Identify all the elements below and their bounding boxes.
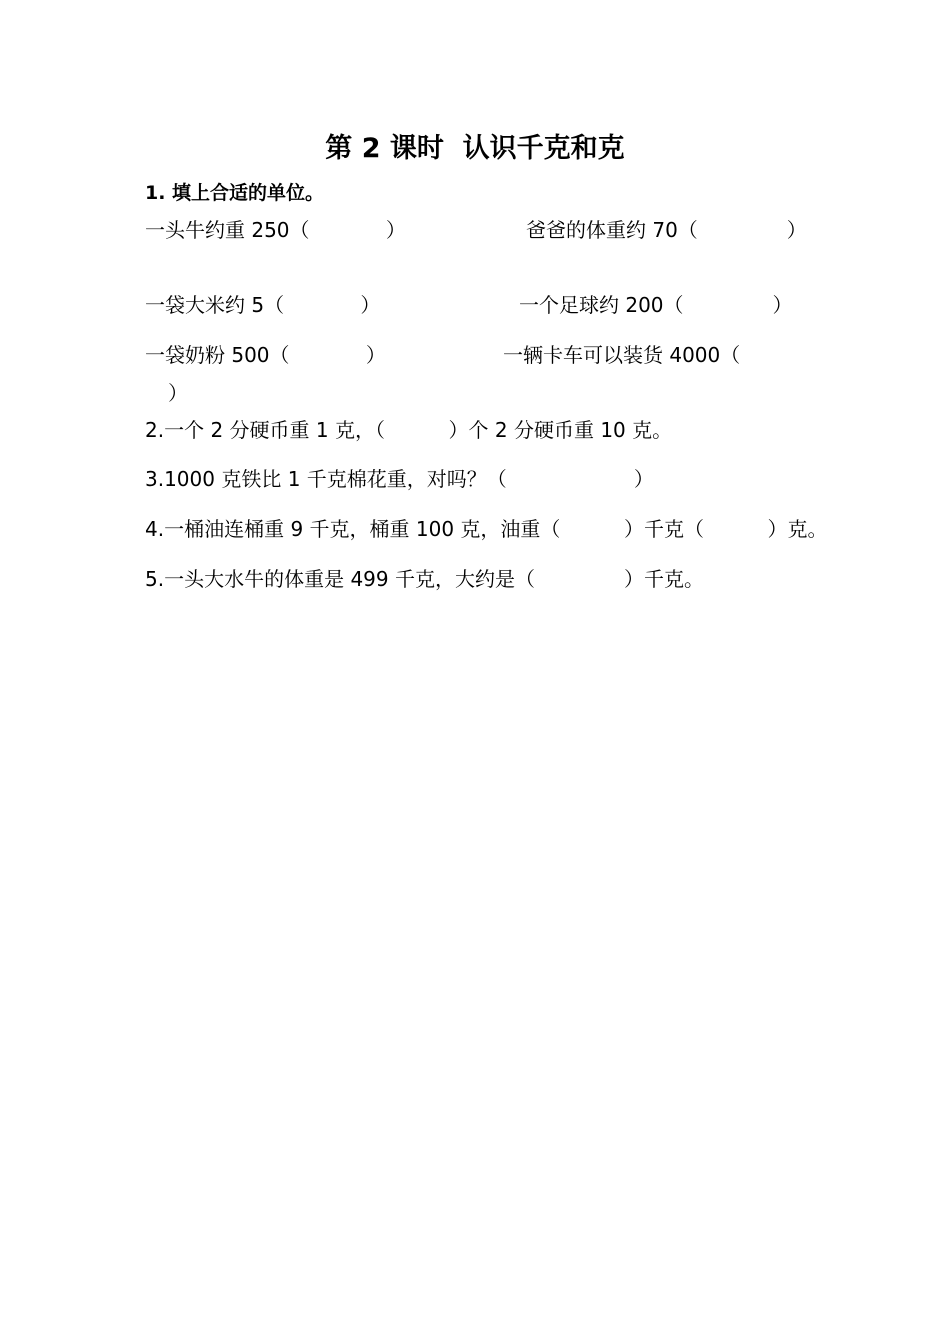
question-1-item-football: 一个足球约 200（ ） bbox=[519, 293, 793, 317]
question-1-item-cow: 一头牛约重 250（ ） bbox=[145, 218, 406, 242]
question-1-item-rice: 一袋大米约 5（ ） bbox=[145, 293, 381, 317]
question-5: 5.一头大水牛的体重是 499 千克，大约是（ ）千克。 bbox=[145, 567, 704, 591]
question-3: 3.1000 克铁比 1 千克棉花重，对吗？（ ） bbox=[145, 467, 654, 491]
question-1-heading: 1. 填上合适的单位。 bbox=[145, 182, 325, 204]
question-2: 2.一个 2 分硬币重 1 克，（ ）个 2 分硬币重 10 克。 bbox=[145, 418, 673, 442]
question-1-item-truck-close: ） bbox=[168, 381, 188, 405]
question-4: 4.一桶油连桶重 9 千克，桶重 100 克，油重（ ）千克（ ）克。 bbox=[145, 517, 828, 541]
question-1-item-milk-powder: 一袋奶粉 500（ ） bbox=[145, 343, 386, 367]
question-1-item-father: 爸爸的体重约 70（ ） bbox=[526, 218, 807, 242]
page-title: 第 2 课时 认识千克和克 bbox=[325, 133, 625, 164]
question-1-item-truck: 一辆卡车可以装货 4000（ bbox=[503, 343, 741, 367]
